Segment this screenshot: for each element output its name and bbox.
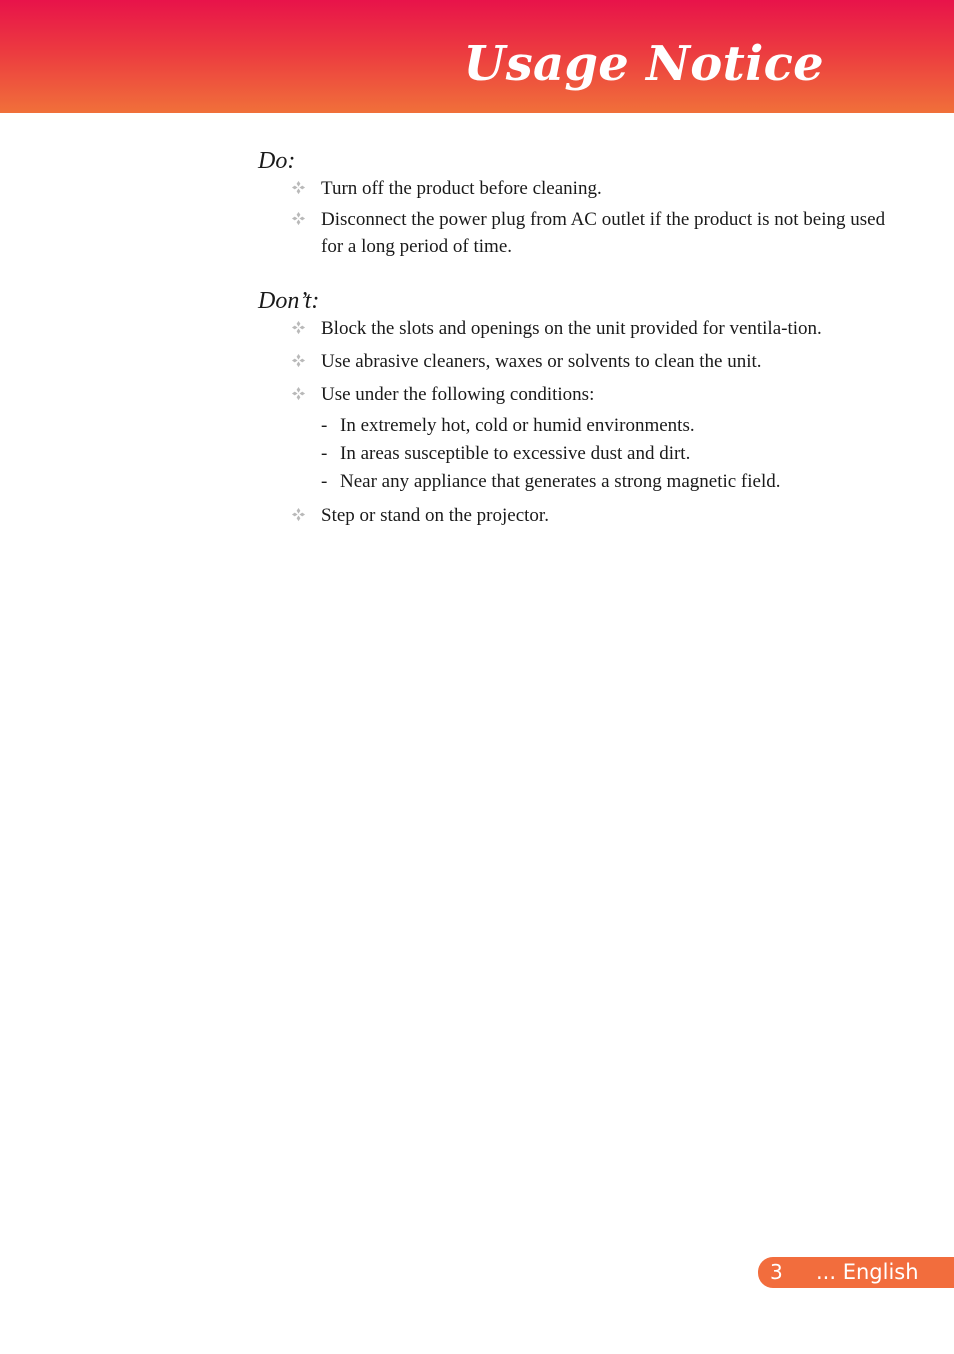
page-number: 3 (770, 1260, 783, 1284)
list-item-text: Block the slots and openings on the unit provided for ventila-tion. (321, 318, 822, 339)
four-diamond-bullet-icon (291, 180, 306, 195)
dash-marker: - (321, 471, 328, 492)
list-item (258, 348, 898, 375)
condition-item (321, 440, 898, 468)
dash-marker: - (321, 415, 328, 436)
list-item (258, 175, 898, 202)
condition-text: Near any appliance that generates a strong magnetic field. (340, 471, 781, 492)
do-list (258, 175, 898, 260)
list-item-text: Use abrasive cleaners, waxes or solvents to clean the unit. (321, 351, 762, 372)
dont-list (258, 315, 898, 529)
header-banner (0, 0, 954, 113)
usage-notice-content (258, 147, 898, 529)
list-item-text: Turn off the product before cleaning. (321, 178, 602, 199)
four-diamond-bullet-icon (291, 211, 306, 226)
list-item-text: Disconnect the power plug from AC outlet if the product is not being used for a long period of time. (321, 209, 886, 257)
condition-text: In areas susceptible to excessive dust and dirt. (340, 443, 691, 464)
language-label: ... English (816, 1260, 919, 1284)
list-item (258, 502, 898, 529)
page-footer-tab (758, 1257, 954, 1288)
condition-item (321, 468, 898, 496)
four-diamond-bullet-icon (291, 353, 306, 368)
dont-heading: Don’t: (258, 288, 320, 314)
list-item (258, 206, 898, 260)
list-item (258, 381, 898, 496)
page-title: Usage Notice (463, 36, 824, 92)
four-diamond-bullet-icon (291, 320, 306, 335)
dash-marker: - (321, 443, 328, 464)
condition-item (321, 412, 898, 440)
condition-text: In extremely hot, cold or humid environments. (340, 415, 695, 436)
four-diamond-bullet-icon (291, 386, 306, 401)
list-item-text: Step or stand on the projector. (321, 505, 549, 526)
list-item (258, 315, 898, 342)
four-diamond-bullet-icon (291, 507, 306, 522)
list-item-text: Use under the following conditions: (321, 384, 595, 405)
conditions-list (321, 412, 898, 496)
do-heading: Do: (258, 148, 296, 174)
